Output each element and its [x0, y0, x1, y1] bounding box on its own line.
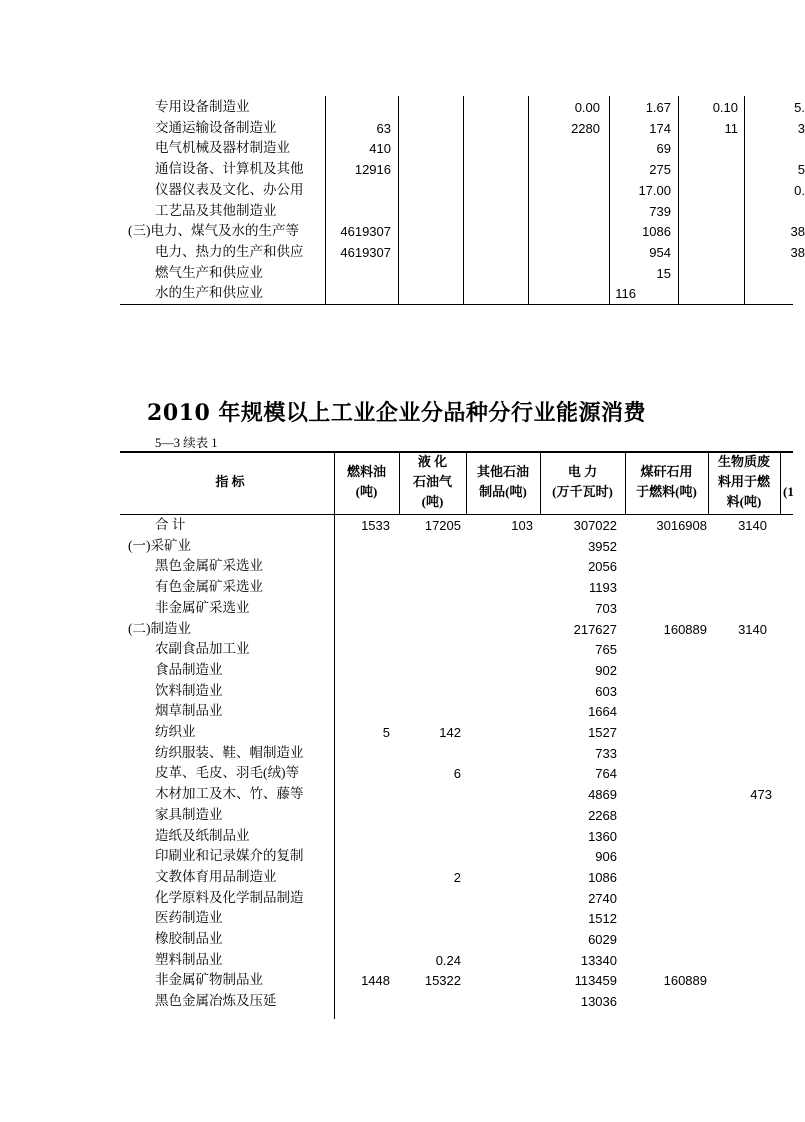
header-biomass: 生物质废 料用于燃 料(吨) [717, 454, 770, 509]
header-other-petroleum: 其他石油 制品(吨) [476, 464, 529, 499]
row-label: 水的生产和供应业 [155, 285, 263, 301]
cell-value: 3016908 [656, 518, 707, 533]
header-indicator: 指 标 [215, 474, 245, 489]
row-label: 有色金属矿采选业 [155, 579, 263, 595]
cell-value: 13036 [580, 994, 617, 1010]
row-label: 纺织服装、鞋、帽制造业 [155, 744, 304, 760]
row-label: 烟草制品业 [155, 703, 223, 719]
cell-value: 6 [453, 766, 461, 782]
top-col-divider [463, 96, 464, 305]
header-cut-off-column: (1 [783, 484, 794, 499]
cell-value: 1448 [361, 973, 390, 989]
row-label: 印刷业和记录媒介的复制 [155, 848, 304, 864]
cell-value: 1086 [588, 869, 617, 885]
row-label: 食品制造业 [155, 661, 223, 677]
cell-value: 17.00 [638, 182, 671, 198]
row-label: 饮料制造业 [155, 682, 223, 698]
row-label: 非金属矿采选业 [155, 599, 250, 615]
cell-value: 1527 [588, 725, 617, 740]
cell-value: 11 [724, 120, 738, 136]
cell-value: 765 [595, 642, 617, 658]
cell-value: 38 [790, 224, 805, 240]
cell-value: 2740 [588, 890, 617, 906]
cell-value: 5. [794, 100, 805, 115]
header-electricity: 电 力 (万千瓦时) [552, 464, 613, 499]
cell-value: 4869 [588, 787, 617, 803]
cell-value: 217627 [573, 621, 617, 637]
row-label: 非金属矿物制品业 [155, 972, 263, 988]
table-subtitle: 5—3 续表 1 [155, 436, 218, 450]
cell-value: 3140 [738, 621, 767, 637]
row-label: 文教体育用品制造业 [155, 868, 277, 884]
row-label: 皮革、毛皮、羽毛(绒)等 [155, 765, 299, 781]
cell-value: 5 [797, 162, 805, 178]
cell-value: 3952 [588, 538, 617, 554]
cell-value: 0. [794, 182, 805, 198]
cell-value: 1533 [361, 518, 390, 533]
cell-value: 4619307 [340, 244, 391, 260]
row-label: 合 计 [155, 517, 186, 532]
row-label: 造纸及纸制品业 [155, 827, 250, 843]
row-label: 专用设备制造业 [155, 99, 250, 114]
row-label: 塑料制品业 [155, 951, 223, 967]
cell-value: 410 [369, 141, 391, 157]
cell-value: 38 [790, 244, 805, 260]
cell-value: 2 [453, 869, 461, 885]
header-coal-gangue: 煤矸石用 于燃料(吨) [636, 464, 697, 499]
cell-value: 1512 [588, 911, 617, 927]
row-label: 电力、热力的生产和供应 [155, 243, 304, 259]
row-label: 纺织业 [155, 724, 196, 739]
row-label: 家具制造业 [155, 806, 223, 822]
cell-value: 63 [376, 120, 391, 136]
cell-value: 15322 [424, 973, 461, 989]
header-lpg: 液 化 石油气 (吨) [412, 454, 452, 509]
row-label: (二)制造业 [128, 620, 191, 636]
cell-value: 5 [382, 725, 390, 740]
cell-value: 906 [595, 849, 617, 865]
cell-value: 739 [649, 203, 671, 219]
cell-value: 1193 [589, 580, 617, 596]
cell-value: 13340 [580, 952, 617, 968]
row-label: 黑色金属矿采选业 [155, 558, 263, 574]
cell-value: 954 [649, 244, 671, 260]
cell-value: 2056 [588, 559, 617, 575]
cell-value: 473 [750, 787, 772, 803]
cell-value: 603 [595, 683, 617, 699]
header-col-divider [780, 451, 781, 515]
row-label: 化学原料及化学制品制造 [155, 889, 304, 905]
cell-value: 69 [656, 141, 671, 157]
cell-value: 1664 [588, 704, 617, 720]
row-label: 电气机械及器材制造业 [155, 140, 290, 156]
row-label: 黑色金属冶炼及压延 [155, 993, 277, 1009]
cell-value: 160889 [663, 621, 707, 637]
cell-value: 142 [439, 725, 461, 740]
cell-value: 12916 [354, 162, 391, 178]
header-fuel-oil: 燃料油 (吨) [346, 464, 386, 499]
row-label: 工艺品及其他制造业 [155, 202, 277, 218]
cell-value: 0.24 [435, 952, 461, 968]
row-label: 木材加工及木、竹、藤等 [155, 786, 304, 802]
cell-value: 703 [595, 600, 617, 616]
top-col-divider [528, 96, 529, 305]
row-label: 医药制造业 [155, 910, 223, 926]
cell-value: 733 [595, 745, 617, 761]
top-col-divider [398, 96, 399, 305]
cell-value: 103 [511, 518, 533, 533]
cell-value: 0.10 [712, 100, 738, 115]
row-label: 农副食品加工业 [155, 641, 250, 657]
cell-value: 902 [595, 662, 617, 678]
cell-value: 174 [649, 120, 671, 136]
cell-value: 3140 [738, 518, 767, 533]
cell-value: 764 [595, 766, 617, 782]
cell-value: 113459 [574, 973, 617, 989]
cell-value: 4619307 [340, 224, 391, 240]
cell-value: 15 [656, 265, 671, 281]
cell-value: 0.00 [574, 100, 600, 115]
cell-value: 1360 [588, 828, 617, 844]
page-title: 2010 年规模以上工业企业分品种分行业能源消费 [147, 400, 646, 426]
cell-value: 2280 [571, 120, 600, 136]
cell-value: 3 [797, 120, 805, 136]
cell-value: 116 [615, 286, 636, 302]
row-label: 橡胶制品业 [155, 931, 223, 946]
top-table-bottom-rule [120, 304, 793, 305]
header-bottom-rule [120, 514, 793, 515]
row-label: 交通运输设备制造业 [155, 119, 277, 135]
cell-value: 160889 [663, 973, 707, 989]
row-label: 仪器仪表及文化、办公用 [155, 181, 304, 197]
body-col-divider [334, 514, 335, 1019]
cell-value: 6029 [588, 932, 617, 947]
row-label: (三)电力、煤气及水的生产等 [128, 223, 299, 239]
cell-value: 2268 [588, 807, 617, 823]
cell-value: 17205 [424, 518, 461, 533]
cell-value: 1.67 [645, 100, 671, 115]
row-label: 通信设备、计算机及其他 [155, 161, 304, 177]
cell-value: 275 [649, 162, 671, 178]
row-label: (一)采矿业 [128, 537, 191, 553]
cell-value: 307022 [573, 518, 617, 533]
row-label: 燃气生产和供应业 [155, 264, 263, 280]
cell-value: 1086 [642, 224, 671, 240]
